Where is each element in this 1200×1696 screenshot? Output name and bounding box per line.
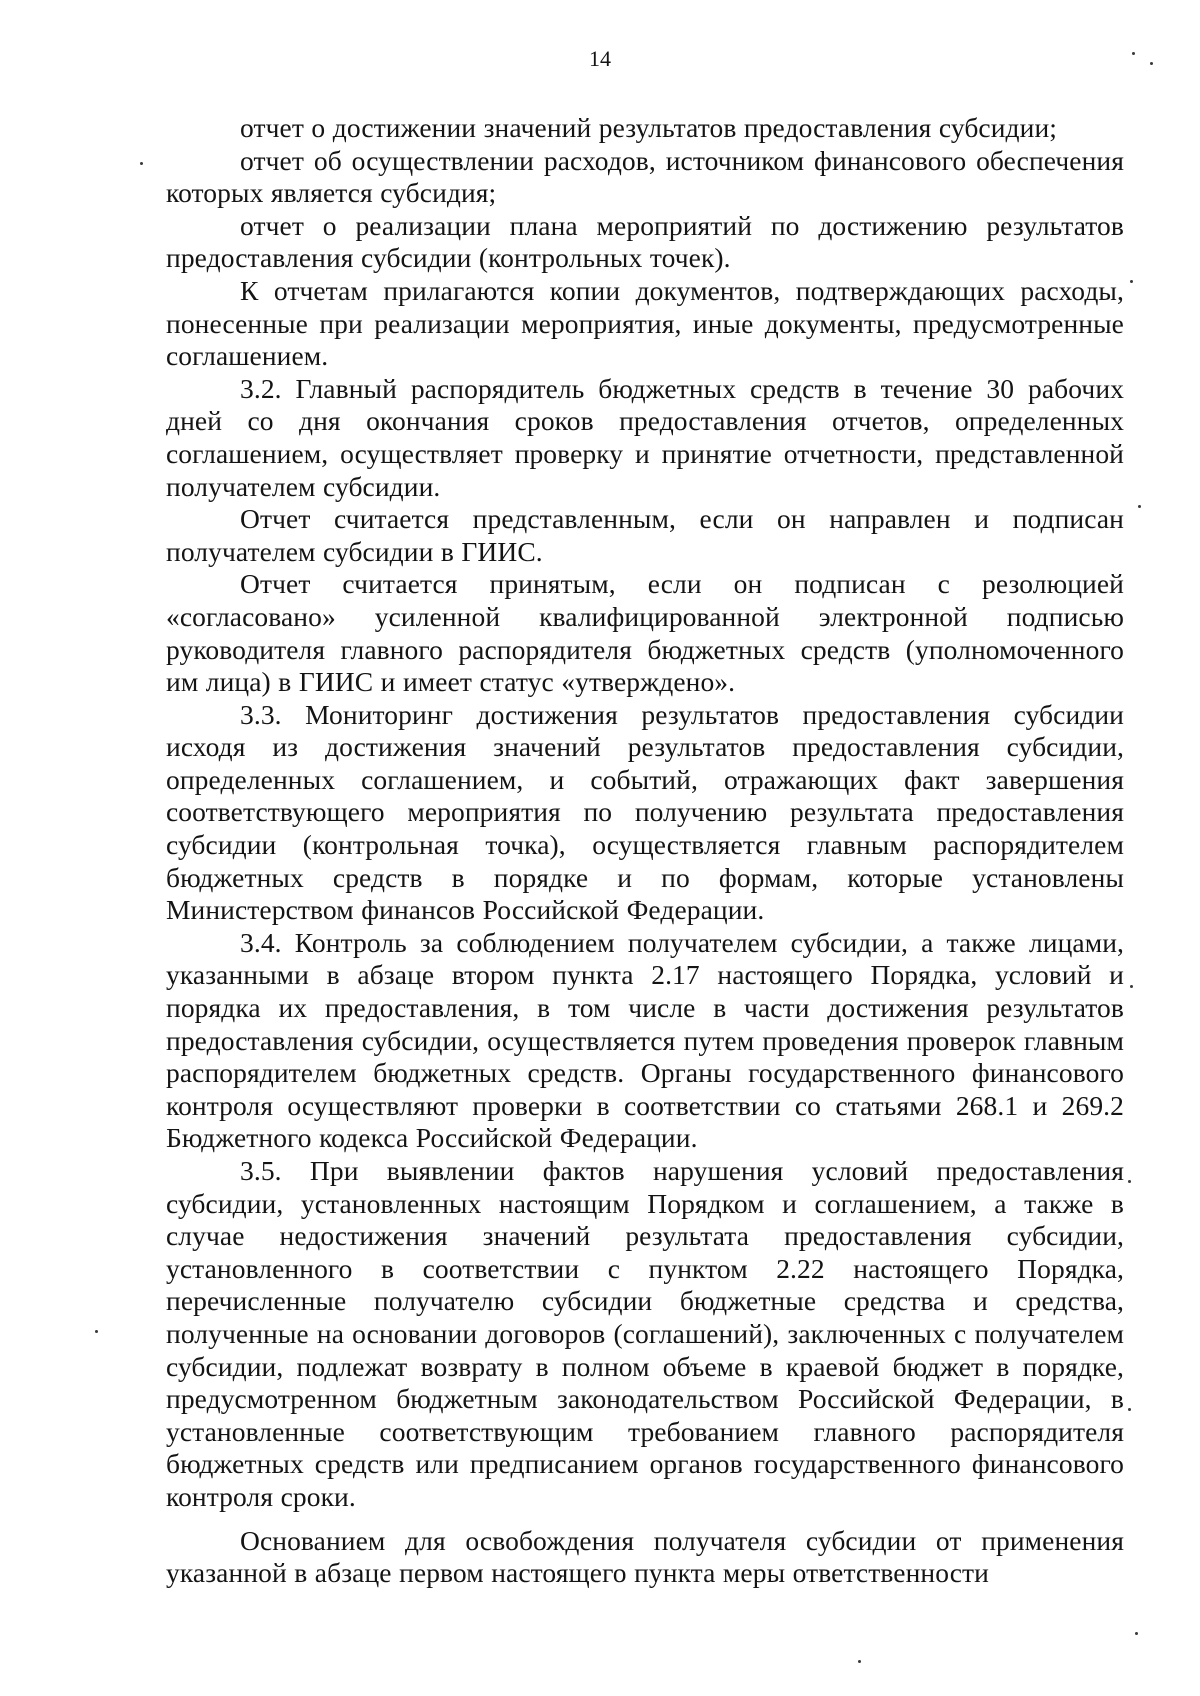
scan-speck [1138,505,1141,508]
paragraph-exemption-grounds: Основанием для освобождения получателя субсидии от применения указанной в абзаце первом настоящего пункта меры ответственности [166,1524,1124,1589]
paragraph-report-plan: отчет о реализации плана мероприятий по достижению результатов предоставления субсидии (контрольных точек). [166,209,1124,274]
paragraph-report-expenses: отчет об осуществлении расходов, источником финансового обеспечения которых является субсидия; [166,144,1124,209]
document-body [166,112,1124,1590]
paragraph-report-results: отчет о достижении значений результатов предоставления субсидии; [240,112,1058,143]
scan-speck [1135,1632,1138,1635]
scan-speck [1130,985,1133,988]
paragraph-report-accepted: Отчет считается принятым, если он подписан с резолюцией «согласовано» усиленной квалифицированной электронной подписью руководителя главного распорядителя бюджетных средств (уполномоченного им лица) в ГИИС и имеет статус «утверждено». [166,568,1124,698]
scan-speck [1128,1408,1131,1411]
paragraph-3-2: 3.2. Главный распорядитель бюджетных средств в течение 30 рабочих дней со дня окончания сроков предоставления отчетов, определенных соглашением, осуществляет проверку и принятие отчетности, представленной получателем субсидии. [166,372,1124,502]
paragraph-3-4: 3.4. Контроль за соблюдением получателем субсидии, а также лицами, указанными в абзаце втором пункта 2.17 настоящего Порядка, условий и порядка их предоставления, в том числе в части достижения результатов предоставления субсидии, осуществляется путем проведения проверок главным распорядителем бюджетных средств. Органы государственного финансового контроля осуществляют проверки в соответствии со статьями 268.1 и 269.2 Бюджетного кодекса Российской Федерации. [166,926,1124,1154]
paragraph-3-5: 3.5. При выявлении фактов нарушения условий предоставления субсидии, установленных настоящим Порядком и соглашением, а также в случае недостижения значений результата предоставления субсидии, установленного в соответствии с пунктом 2.22 настоящего Порядка, перечисленные получателю субсидии бюджетные средства и средства, полученные на основании договоров (соглашений), заключенных с получателем субсидии, подлежат возврату в полном объеме в краевой бюджет в порядке, предусмотренном бюджетным законодательством Российской Федерации, в установленные соответствующим требованием главного распорядителя бюджетных средств или предписанием органов государственного финансового контроля сроки. [166,1155,1124,1512]
scan-speck [140,162,143,165]
scan-speck [95,1330,98,1333]
paragraph-3-3: 3.3. Мониторинг достижения результатов предоставления субсидии исходя из достижения значений результатов предоставления субсидии, определенных соглашением, и событий, отражающих факт завершения соответствующего мероприятия по получению результата предоставления субсидии (контрольная точка), осуществляется главным распорядителем бюджетных средств в порядке и по формам, которые установлены Министерством финансов Российской Федерации. [166,698,1124,926]
scan-speck [858,1660,861,1663]
paragraph-report-submitted: Отчет считается представленным, если он направлен и подписан получателем субсидии в ГИИС. [166,503,1124,567]
paragraph-report-attachments: К отчетам прилагаются копии документов, подтверждающих расходы, понесенные при реализации мероприятия, иные документы, предусмотренные соглашением. [166,274,1124,372]
page-number: 14 [589,46,611,71]
scan-speck [1130,280,1133,283]
scan-speck [1132,52,1135,55]
scan-speck [1128,1180,1131,1183]
scan-speck [1150,62,1153,65]
